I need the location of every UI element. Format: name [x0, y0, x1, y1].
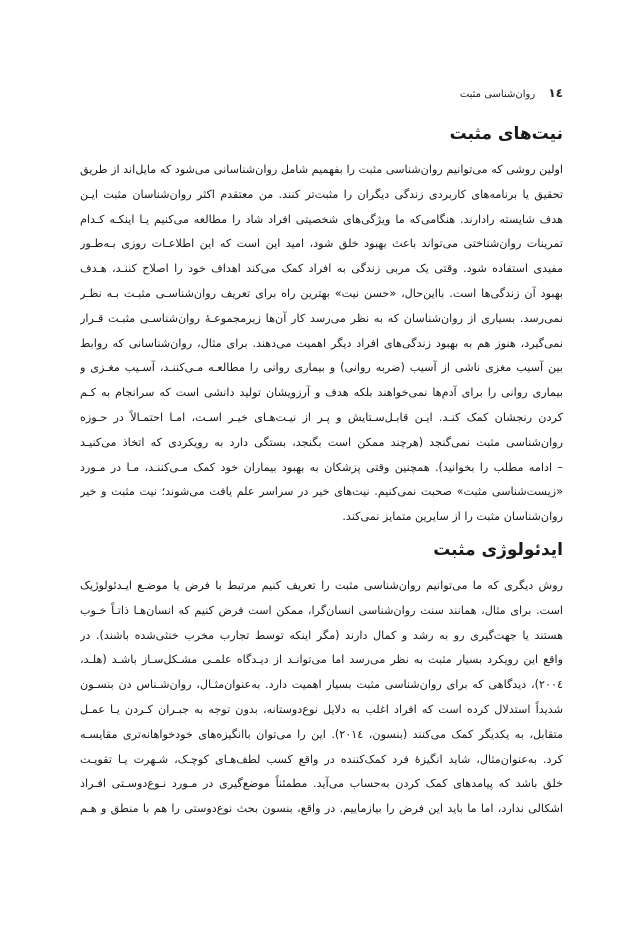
text-line: مفیدی استفاده شود. وقتی یک مربی زندگی به افراد کمک می‌کند اهداف خود را اصلاح کننـد، هـدف — [80, 262, 563, 276]
text-line: است. برای مثال، همانند سنت روان‌شناسی انسان‌گرا، ممکن است فرض کنیم که انسان‌هـا ذاتـاً خـوب — [80, 603, 563, 617]
text-line: بین آسیب مغزی ناشی از آسیب (ضربه روانی) و بیماری روانی را مطالعـه مـی‌کننـد، آسـیب مغـزی و — [80, 361, 563, 375]
text-line: کرد. به‌عنوان‌مثال، شاید انگیزهٔ فرد کمک‌کننده در واقع کسب لطف‌هـای کوچـک، شـهرت یـا تقویـت — [80, 752, 563, 766]
text-line: – ادامه مطلب را بخوانید). همچنین وقتی پزشکان به بهبود بیماران خود کمک مـی‌کننـد، مـا در مـورد — [80, 460, 563, 474]
text-line: اولین روشی که می‌توانیم روان‌شناسی مثبت را بفهمیم شامل روان‌شناسانی می‌شود که مایل‌اند از طریق — [80, 163, 563, 176]
text-line: روان‌شناسی مثبت نمی‌گنجد (هرچند ممکن است بگنجد، بستگی دارد به رویکردی که اتخاذ می‌کنیـد — [80, 435, 563, 449]
text-line: نمی‌گیرد، هنوز هم به بهبود زندگی‌های افراد دیگر اهمیت می‌دهند. برای مثال، روان‌شناسانی که روابط — [80, 336, 563, 350]
page-number: ١٤ — [548, 86, 563, 100]
text-line: هدف شایسته رادارند. هنگامی‌که ما ویژگی‌های شخصیتی افراد شاد را مطالعه می‌کنیم یـا اینکـه کـدام — [80, 212, 563, 226]
text-line: بیماری روانی را برای آدم‌ها نمی‌خواهند بلکه هدف و آرزویشان تولید دانشی است که سرانجام به کـم — [80, 386, 563, 400]
running-title: روان‌شناسی مثبت — [459, 89, 536, 100]
section-heading: نیت‌های مثبت — [449, 124, 563, 144]
text-line: خلق باشد که پیامدهای کمک کردن به‌حساب می‌آید. مطمئناً موضع‌گیری در مـورد نـوع‌دوسـتی افـراد — [80, 777, 563, 791]
text-line: نمی‌رسد. بسیاری از روان‌شناسان که به نظر می‌رسد کار آن‌ها زیرمجموعـۀ روان‌شناسـی مثبـت قـرار — [80, 311, 563, 325]
section-positive-intentions — [80, 124, 563, 530]
section-heading: ایدئولوژی مثبت — [433, 540, 563, 560]
text-line: واقع این رویکرد بسیار مثبت به نظر می‌رسد اما می‌توانـد از دیـدگاه علمـی مشـکل‌سـاز باشـد (هلـد، — [80, 653, 563, 667]
text-line: متقابل، به یکدیگر کمک می‌کنند (بنسون، ٢٠١٤). این را می‌توان باانگیزه‌های خودخواهانه‌تری مقایسـه — [80, 727, 563, 741]
text-line: اشکالی ندارد، اما ما باید این فرض را بیازماییم. در واقع، بنسون بحث نوع‌دوستی را هم با منطق و هـم — [80, 802, 563, 816]
text-line: تحقیق یا برنامه‌های کاربردی زندگی دیگران را مثبت‌تر کنند. من معتقدم اکثر روان‌شناسان مثبت ایـن — [80, 187, 563, 201]
text-line: تمرینات روان‌شناختی می‌تواند باعث بهبود خلق شود، امید این است که این اطلاعـات روزی بـه‌طـور — [80, 237, 563, 251]
text-line: هستند یا جهت‌گیری رو به رشد و کمال دارند (مگر اینکه توسط تجارب مخرب خنثی‌شده باشند). در — [80, 628, 563, 642]
text-line: روش دیگری که ما می‌توانیم روان‌شناسی مثبت را تعریف کنیم مرتبط با فرض یا موضـع ایـدئولوژیک — [80, 579, 563, 592]
text-line: بهبود آن زندگی‌ها است. بااین‌حال، «حسن نیت» بهترین راه برای تعریف روان‌شناسـی مثبـت بـه نظـر — [80, 286, 563, 300]
running-header — [460, 86, 563, 100]
text-line: روان‌شناسان مثبت را از سایرین متمایز نمی‌کند. — [342, 510, 563, 524]
text-line: ٢٠٠٤)، دیدگاهی که برای روان‌شناسی مثبت بسیار اهمیت دارد. به‌عنوان‌مثـال، روان‌شـناس دن بنسـون — [80, 678, 563, 692]
text-line: کردن رنجشان کمک کنـد. ایـن قابـل‌سـتایش و پـر از نیـت‌هـای خیـر اسـت، امـا احتمـالاً در حـوزه — [80, 410, 563, 424]
text-line: شدیداً استدلال کرده است که افراد اغلب به دلایل نوع‌دوستانه، بدون توجه به جبـران کـردن یـا عمـل — [80, 702, 563, 716]
section-positive-ideology — [80, 540, 563, 822]
text-line: «زیست‌شناسی مثبت» صحبت نمی‌کنیم. نیت‌های خیر در سراسر علم یافت می‌شوند؛ نیت مثبت و خیر — [80, 485, 563, 499]
